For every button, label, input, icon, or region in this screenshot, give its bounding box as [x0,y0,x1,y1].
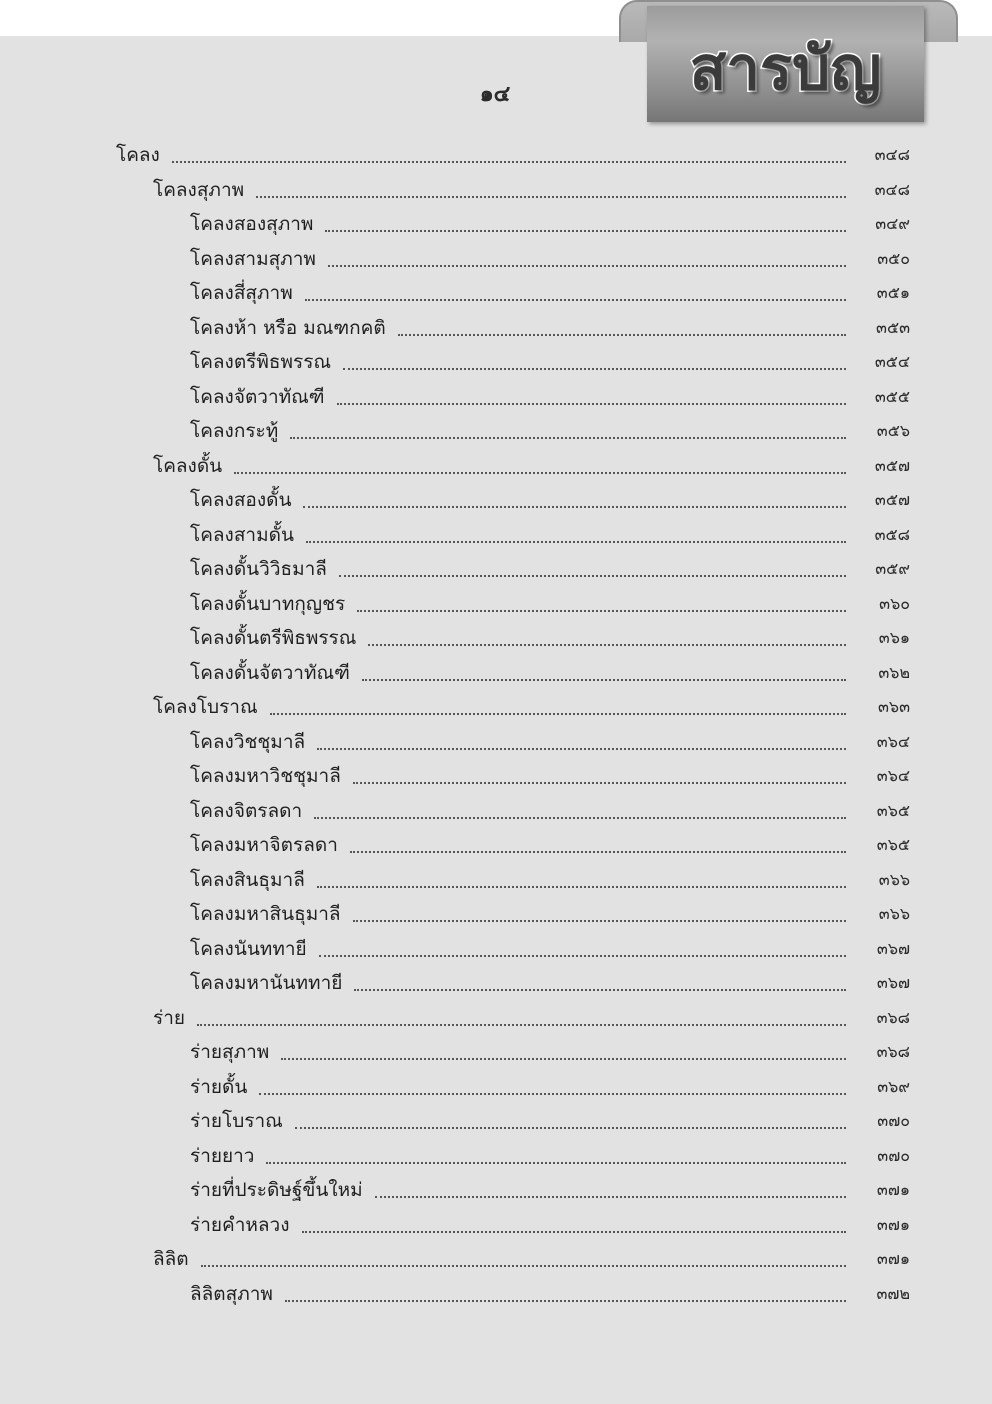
toc-entry-title: โคลงมหาสินธุมาลี [190,903,341,925]
toc-entry-title: โคลงดั้นบาทกุญชร [190,592,346,615]
toc-entry-page: ๓๗๐ [877,1111,910,1130]
toc-entry-title: โคลงโบราณ [153,696,258,718]
toc-dot-leader [302,1229,846,1233]
toc-dot-leader [266,1160,846,1164]
toc-entry-title: ร่ายดั้น [190,1075,248,1098]
toc-dot-leader [201,1263,846,1267]
toc-entry-page: ๓๖๑ [878,628,910,647]
toc-entry-page: ๓๕๗ [874,490,910,509]
toc-entry-page: ๓๖๖ [878,869,910,889]
toc-dot-leader [305,297,846,301]
toc-entry-title: โคลงดั้นตรีพิธพรรณ [190,627,357,649]
toc-dot-leader [285,1298,846,1302]
toc-dot-leader [350,849,846,853]
toc-entry-page: ๓๖๗ [876,938,910,958]
toc-entry-page: ๓๗๐ [877,1145,910,1165]
page-number: ๑๔ [479,81,511,107]
toc-dot-leader [375,1194,846,1198]
toc-entry [0,1277,992,1311]
toc-entry [0,656,992,690]
toc-dot-leader [319,953,846,957]
toc-entry-title: ร่ายโบราณ [190,1110,283,1132]
toc-entry-title: โคลงนันททายี [190,937,307,960]
toc-entry-page: ๓๖๕ [876,800,910,820]
toc-entry [0,1104,992,1138]
toc-dot-leader [343,366,846,370]
toc-entry [0,828,992,862]
toc-entry-title: ลิลิตสุภาพ [190,1282,273,1305]
toc-dot-leader [295,1125,846,1129]
toc-entry-title: โคลงมหานันททายี [190,972,343,994]
toc-entry-title: โคลงสินธุมาลี [190,868,305,891]
toc-entry [0,1001,992,1035]
toc-dot-leader [314,815,846,819]
toc-dot-leader [281,1056,846,1060]
toc-entry-title: โคลงมหาวิชชุมาลี [190,765,341,787]
toc-entry [0,207,992,241]
toc-entry-page: ๓๔๘ [874,179,910,199]
toc-entry [0,518,992,552]
toc-entry-title: ร่ายสุภาพ [190,1041,270,1063]
toc-entry-page: ๓๕๐ [877,248,910,268]
toc-dot-leader [353,780,846,784]
toc-dot-leader [290,435,846,439]
toc-entry-title: โคลงจัตวาทัณฑี [190,385,325,408]
toc-dot-leader [354,987,846,991]
toc-dot-leader [303,504,846,508]
toc-dot-leader [197,1022,846,1026]
toc-entry-title: โคลงสามดั้น [190,523,294,546]
toc-entry-title: โคลงมหาจิตรลดา [190,834,338,856]
toc-entry-page: ๓๖๘ [876,1042,910,1061]
toc-entry-title: โคลงดั้นวิวิธมาลี [190,558,327,580]
toc-entry [0,863,992,897]
toc-entry [0,1242,992,1276]
toc-entry-title: โคลงสี่สุภาพ [190,282,293,304]
toc-entry-title: โคลงสามสุภาพ [190,247,316,270]
toc-entry [0,138,992,172]
toc-dot-leader [256,194,846,198]
toc-entry-title: โคลงห้า หรือ มณฑกคติ [190,316,386,339]
toc-entry-page: ๓๖๙ [877,1076,910,1096]
toc-entry-page: ๓๕๓ [876,317,910,337]
toc-entry-page: ๓๖๒ [878,662,910,682]
toc-entry-page: ๓๕๗ [874,455,910,475]
toc-entry-page: ๓๖๕ [876,835,910,854]
toc-entry-page: ๓๕๖ [876,421,910,440]
toc-entry-page: ๓๗๑ [876,1249,910,1268]
toc-entry [0,759,992,793]
toc-entry-page: ๓๗๑ [876,1214,910,1234]
toc-dot-leader [325,228,846,232]
toc-entry [0,552,992,586]
toc-entry-page: ๓๖๔ [876,766,910,785]
toc-entry [0,966,992,1000]
toc-entry-title: ร่ายที่ประดิษฐ์ขึ้นใหม่ [190,1179,363,1201]
toc-entry-title: โคลงตรีพิธพรรณ [190,351,332,373]
toc-entry-title: โคลงสองสุภาพ [190,213,314,235]
toc-entry [0,794,992,828]
toc-entry [0,449,992,483]
toc-entry-page: ๓๔๙ [875,214,910,233]
toc-dot-leader [339,573,846,577]
toc-entry-page: ๓๗๑ [876,1180,910,1199]
toc-entry [0,621,992,655]
toc-dot-leader [398,332,846,336]
toc-entry-title: โคลงสองดั้น [190,489,292,511]
toc-dot-leader [317,746,846,750]
toc-entry-page: ๓๗๒ [876,1283,910,1303]
toc-dot-leader [306,539,846,543]
section-title: สารบัญ [689,34,882,104]
toc-entry-page: ๓๔๘ [874,145,910,164]
toc-entry [0,242,992,276]
toc-entry-title: ร่ายคำหลวง [190,1213,290,1236]
toc-dot-leader [362,677,846,681]
toc-entry [0,1173,992,1207]
toc-dot-leader [368,642,846,646]
toc-dot-leader [328,263,846,267]
toc-entry-title: โคลงสุภาพ [153,178,245,201]
toc-entry-page: ๓๖๘ [876,1007,910,1027]
toc-entry-title: ร่าย [153,1006,186,1029]
toc-entry [0,1035,992,1069]
toc-entry-page: ๓๖๗ [876,973,910,992]
toc-entry-title: ลิลิต [153,1248,189,1270]
toc-entry [0,897,992,931]
toc-entry [0,276,992,310]
toc-entry-title: โคลง [116,144,160,166]
toc-entry-title: โคลงดั้น [153,454,223,477]
toc-dot-leader [172,159,846,163]
toc-entry [0,173,992,207]
toc-entry [0,345,992,379]
toc-entry-page: ๓๕๙ [875,559,910,578]
toc-entry [0,1139,992,1173]
toc-entry-page: ๓๕๕ [874,386,910,406]
toc-dot-leader [337,401,846,405]
toc-dot-leader [353,918,846,922]
toc-entry-page: ๓๖๓ [877,697,910,716]
toc-entry [0,725,992,759]
toc-entry-title: โคลงจิตรลดา [190,799,303,822]
toc-entry-title: โคลงกระทู้ [190,420,279,442]
toc-entry-page: ๓๕๘ [874,524,910,544]
toc-entry [0,483,992,517]
toc-dot-leader [259,1091,846,1095]
toc-entry [0,1070,992,1104]
toc-entry-page: ๓๖๐ [879,593,910,613]
toc-entry-page: ๓๖๔ [876,731,910,751]
toc-entry [0,311,992,345]
toc-dot-leader [317,884,846,888]
toc-entry-title: โคลงดั้นจัตวาทัณฑี [190,661,350,684]
toc-entry [0,1208,992,1242]
toc-dot-leader [270,711,846,715]
toc-entry-page: ๓๕๑ [876,283,910,302]
toc-entry [0,690,992,724]
toc-entry-page: ๓๕๔ [874,352,910,371]
toc-dot-leader [234,470,846,474]
toc-entry [0,414,992,448]
toc-entry [0,380,992,414]
toc-entry-title: โคลงวิชชุมาลี [190,730,306,753]
toc-entry [0,587,992,621]
toc-dot-leader [357,608,846,612]
toc-entry [0,932,992,966]
toc-entry-page: ๓๖๖ [878,904,910,923]
toc-entry-title: ร่ายยาว [190,1144,255,1167]
